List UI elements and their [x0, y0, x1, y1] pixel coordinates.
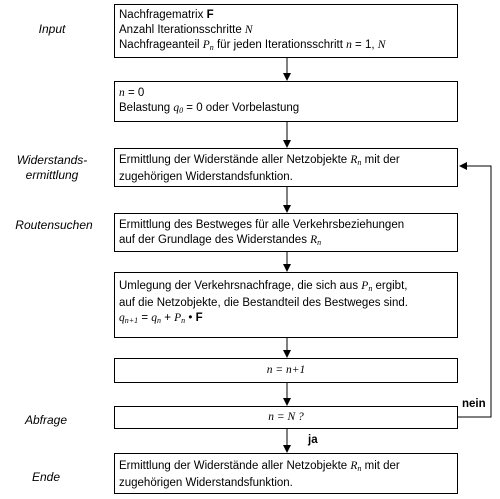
init-line-2	[119, 101, 453, 118]
init-n-rest: = 0	[124, 87, 145, 99]
end-text: Ermittlung der Widerstände aller Netzobjekte	[119, 460, 351, 472]
formula-plus: +	[161, 312, 175, 324]
resist-text: Ermittlung der Widerstände aller Netzobjekte	[119, 154, 351, 166]
route-R-sub: n	[317, 238, 322, 247]
formula-eq: =	[138, 312, 152, 324]
query-text: n = N ?	[268, 411, 304, 423]
route-text: auf der Grundlage des Widerstandes	[119, 234, 311, 246]
input-matrix-symbol: F	[206, 9, 214, 21]
label-routensuchen: Routensuchen	[15, 218, 93, 232]
label-ende: Ende	[31, 470, 61, 484]
init-load-text: Belastung	[119, 102, 174, 114]
input-matrix-text: Nachfragematrix	[119, 9, 207, 21]
box-increment	[114, 358, 458, 383]
formula-P: P	[174, 312, 182, 324]
label-input: Input	[38, 22, 66, 36]
assign-text: Umlegung der Verkehrsnachfrage, die sich aus	[119, 280, 362, 292]
label-widerstandsermittlung	[6, 153, 98, 183]
box-resistance	[114, 148, 458, 187]
box-assignment	[114, 272, 458, 338]
input-share-eq: = 1,	[351, 39, 378, 51]
input-share-mid: für jeden Iterationsschritt	[213, 39, 347, 51]
box-query	[114, 406, 458, 429]
input-line-3	[119, 38, 453, 55]
label-widerstand-line-2: ermittlung	[25, 168, 79, 182]
edge-label-yes: ja	[308, 434, 318, 446]
formula-P-sub: n	[181, 316, 186, 325]
end-line-2: zugehörigen Widerstandsfunktion.	[119, 477, 293, 489]
end-line-1	[119, 459, 453, 476]
route-R: R	[310, 234, 318, 246]
input-share-P-sub: n	[209, 43, 214, 52]
route-line-2	[119, 233, 453, 250]
init-n: n	[119, 87, 125, 99]
init-q: q	[173, 102, 180, 114]
input-iterations-symbol: N	[244, 24, 253, 36]
end-R-sub: n	[357, 464, 362, 473]
assign-formula	[119, 311, 453, 328]
resist-R: R	[350, 154, 358, 166]
input-share-P: P	[202, 39, 210, 51]
input-share-n: n	[346, 39, 352, 51]
increment-text: n = n+1	[266, 364, 306, 376]
resist-R-sub: n	[357, 158, 362, 167]
formula-dot: •	[185, 312, 196, 324]
resist-line-1	[119, 153, 453, 170]
input-share-text: Nachfrageanteil	[119, 39, 203, 51]
assign-line-1	[119, 279, 453, 296]
input-line-2	[119, 23, 453, 38]
assign-P: P	[361, 280, 369, 292]
resist-rest: mit der	[361, 154, 400, 166]
end-rest: mit der	[361, 460, 400, 472]
init-load-rest: = 0 oder Vorbelastung	[183, 102, 300, 114]
label-abfrage: Abfrage	[24, 413, 68, 427]
resist-line-2: zugehörigen Widerstandsfunktion.	[119, 171, 293, 183]
box-end	[114, 453, 458, 494]
formula-q2: q	[151, 312, 158, 324]
assign-rest: ergibt,	[372, 280, 408, 292]
assign-line-2: auf die Netzobjekte, die Bestandteil des Bestweges sind.	[119, 297, 408, 309]
box-input	[114, 4, 458, 58]
init-q-sub: 0	[179, 106, 184, 115]
input-iterations-text: Anzahl Iterationsschritte	[119, 24, 245, 36]
input-line-1	[119, 8, 453, 23]
formula-F: F	[195, 312, 203, 324]
formula-q2-sub: n	[157, 316, 162, 325]
input-share-N: N	[377, 39, 386, 51]
label-widerstand-line-1: Widerstands-	[16, 153, 88, 167]
assign-P-sub: n	[368, 284, 373, 293]
edge-label-no: nein	[462, 398, 486, 410]
formula-q-sub: n+1	[124, 316, 139, 325]
box-init	[114, 81, 458, 122]
route-line-1: Ermittlung des Bestweges für alle Verkehrsbeziehungen	[119, 219, 405, 231]
box-route	[114, 213, 458, 252]
loop-back-arrow	[458, 166, 491, 417]
formula-q: q	[119, 312, 125, 324]
init-line-1	[119, 86, 453, 101]
end-R: R	[350, 460, 358, 472]
